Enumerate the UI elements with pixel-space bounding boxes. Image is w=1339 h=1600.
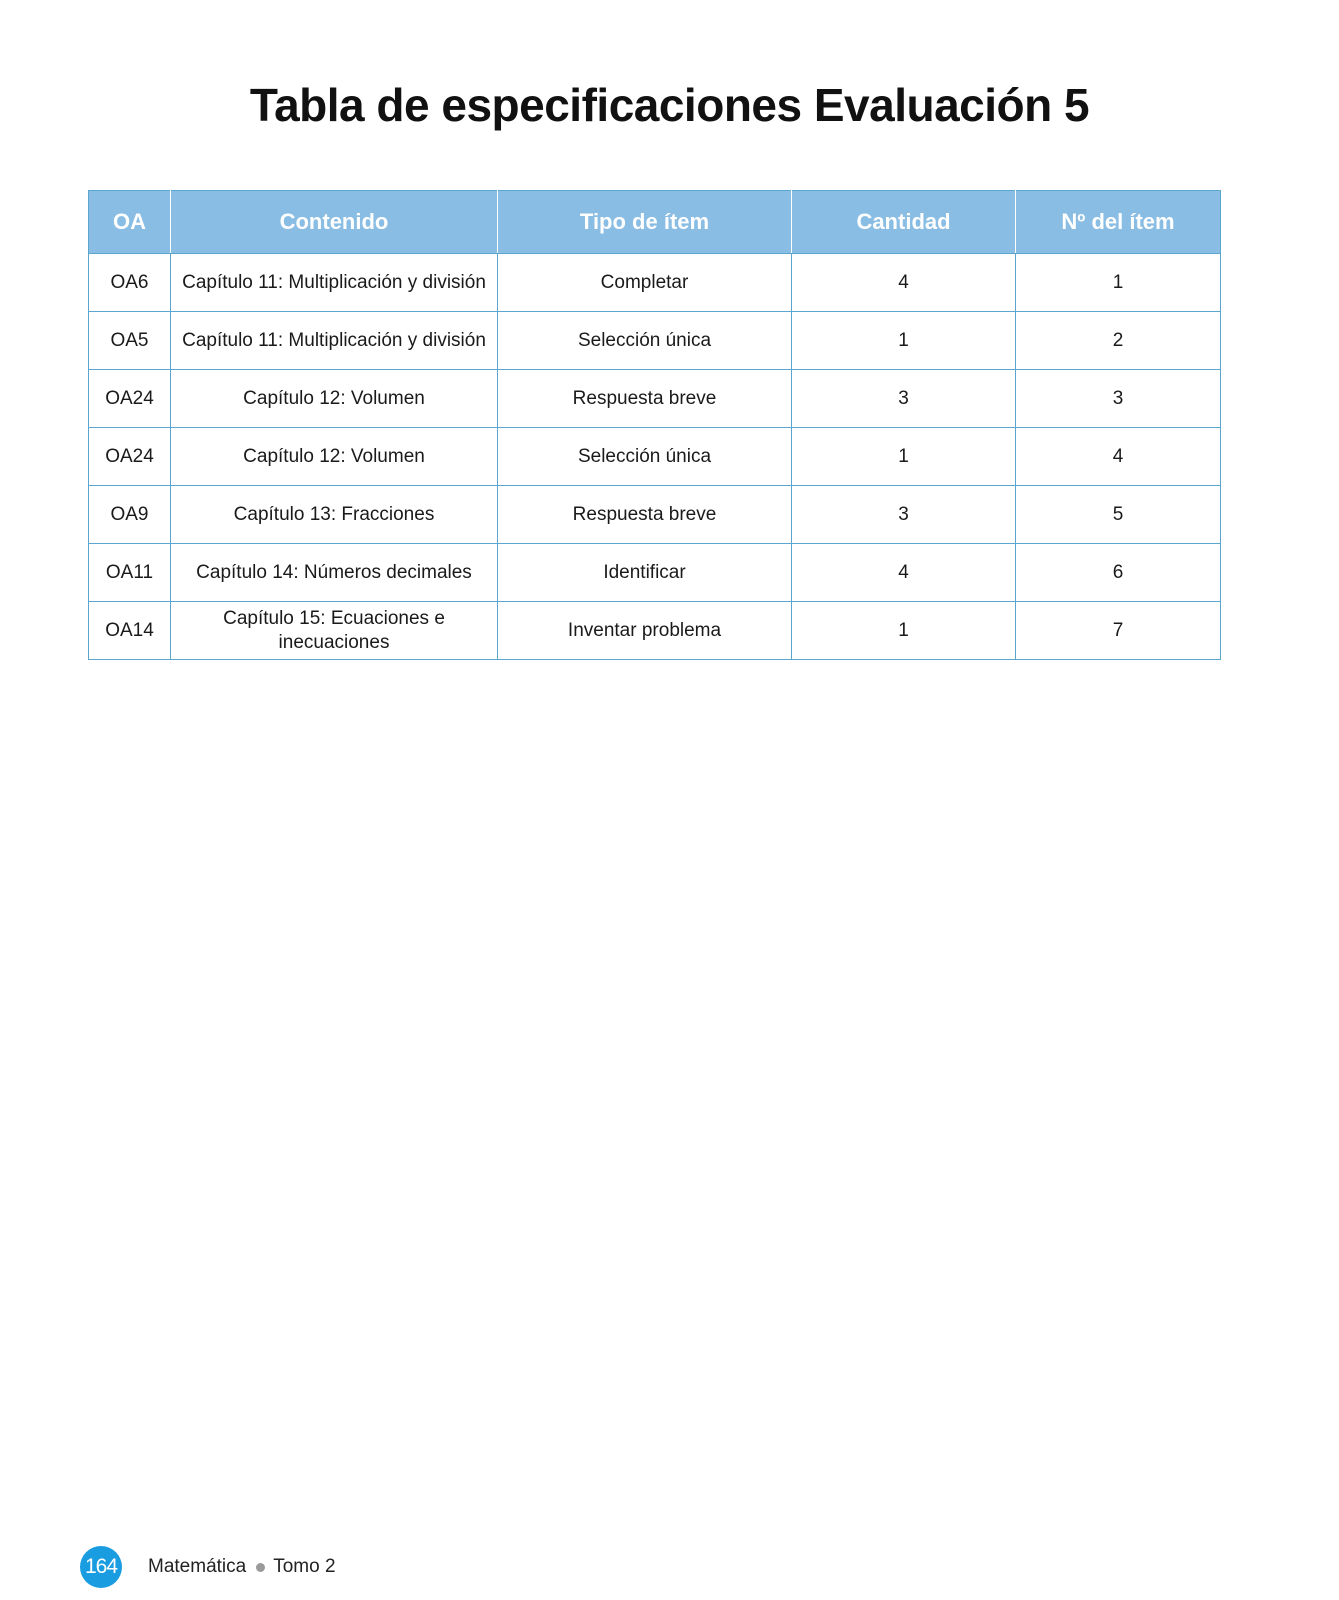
cell-cantidad: 3: [792, 486, 1016, 544]
page-title: Tabla de especificaciones Evaluación 5: [249, 79, 1090, 131]
cell-cantidad: 3: [792, 370, 1016, 428]
header-cantidad: Cantidad: [792, 191, 1016, 254]
table-header-row: [89, 191, 1221, 254]
cell-numero: 5: [1016, 486, 1221, 544]
cell-tipo: Respuesta breve: [498, 370, 792, 428]
cell-tipo: Inventar problema: [498, 602, 792, 660]
table-row: [89, 312, 1221, 370]
cell-cantidad: 4: [792, 544, 1016, 602]
cell-oa: OA24: [89, 370, 171, 428]
table-row: [89, 602, 1221, 660]
header-tipo-de-item: Tipo de ítem: [498, 191, 792, 254]
cell-oa: OA14: [89, 602, 171, 660]
cell-oa: OA9: [89, 486, 171, 544]
cell-oa: OA5: [89, 312, 171, 370]
cell-oa: OA24: [89, 428, 171, 486]
header-numero-del-item: Nº del ítem: [1016, 191, 1221, 254]
cell-cantidad: 1: [792, 602, 1016, 660]
table-row: [89, 544, 1221, 602]
cell-contenido: Capítulo 12: Volumen: [171, 428, 498, 486]
table-row: [89, 428, 1221, 486]
cell-numero: 2: [1016, 312, 1221, 370]
cell-numero: 1: [1016, 254, 1221, 312]
cell-numero: 3: [1016, 370, 1221, 428]
cell-numero: 6: [1016, 544, 1221, 602]
page-number-badge: 164: [80, 1546, 122, 1588]
cell-tipo: Selección única: [498, 312, 792, 370]
table-row: [89, 486, 1221, 544]
cell-contenido: Capítulo 14: Números decimales: [171, 544, 498, 602]
cell-cantidad: 1: [792, 312, 1016, 370]
cell-oa: OA11: [89, 544, 171, 602]
specifications-table: [88, 190, 1221, 660]
cell-tipo: Identificar: [498, 544, 792, 602]
cell-tipo: Completar: [498, 254, 792, 312]
cell-contenido: Capítulo 11: Multiplicación y división: [171, 312, 498, 370]
cell-numero: 7: [1016, 602, 1221, 660]
cell-cantidad: 4: [792, 254, 1016, 312]
cell-tipo: Selección única: [498, 428, 792, 486]
header-contenido: Contenido: [171, 191, 498, 254]
cell-contenido: Capítulo 12: Volumen: [171, 370, 498, 428]
table-row: [89, 254, 1221, 312]
table-row: [89, 370, 1221, 428]
header-oa: OA: [89, 191, 171, 254]
cell-oa: OA6: [89, 254, 171, 312]
cell-contenido: Capítulo 13: Fracciones: [171, 486, 498, 544]
cell-contenido: Capítulo 15: Ecuaciones e inecuaciones: [171, 602, 498, 660]
footer-volume: Tomo 2: [273, 1556, 336, 1577]
cell-tipo: Respuesta breve: [498, 486, 792, 544]
footer-separator-dot-icon: [256, 1563, 265, 1572]
cell-contenido: Capítulo 11: Multiplicación y división: [171, 254, 498, 312]
page-footer: [80, 1546, 336, 1588]
cell-cantidad: 1: [792, 428, 1016, 486]
footer-book-name: Matemática: [148, 1556, 247, 1577]
cell-numero: 4: [1016, 428, 1221, 486]
